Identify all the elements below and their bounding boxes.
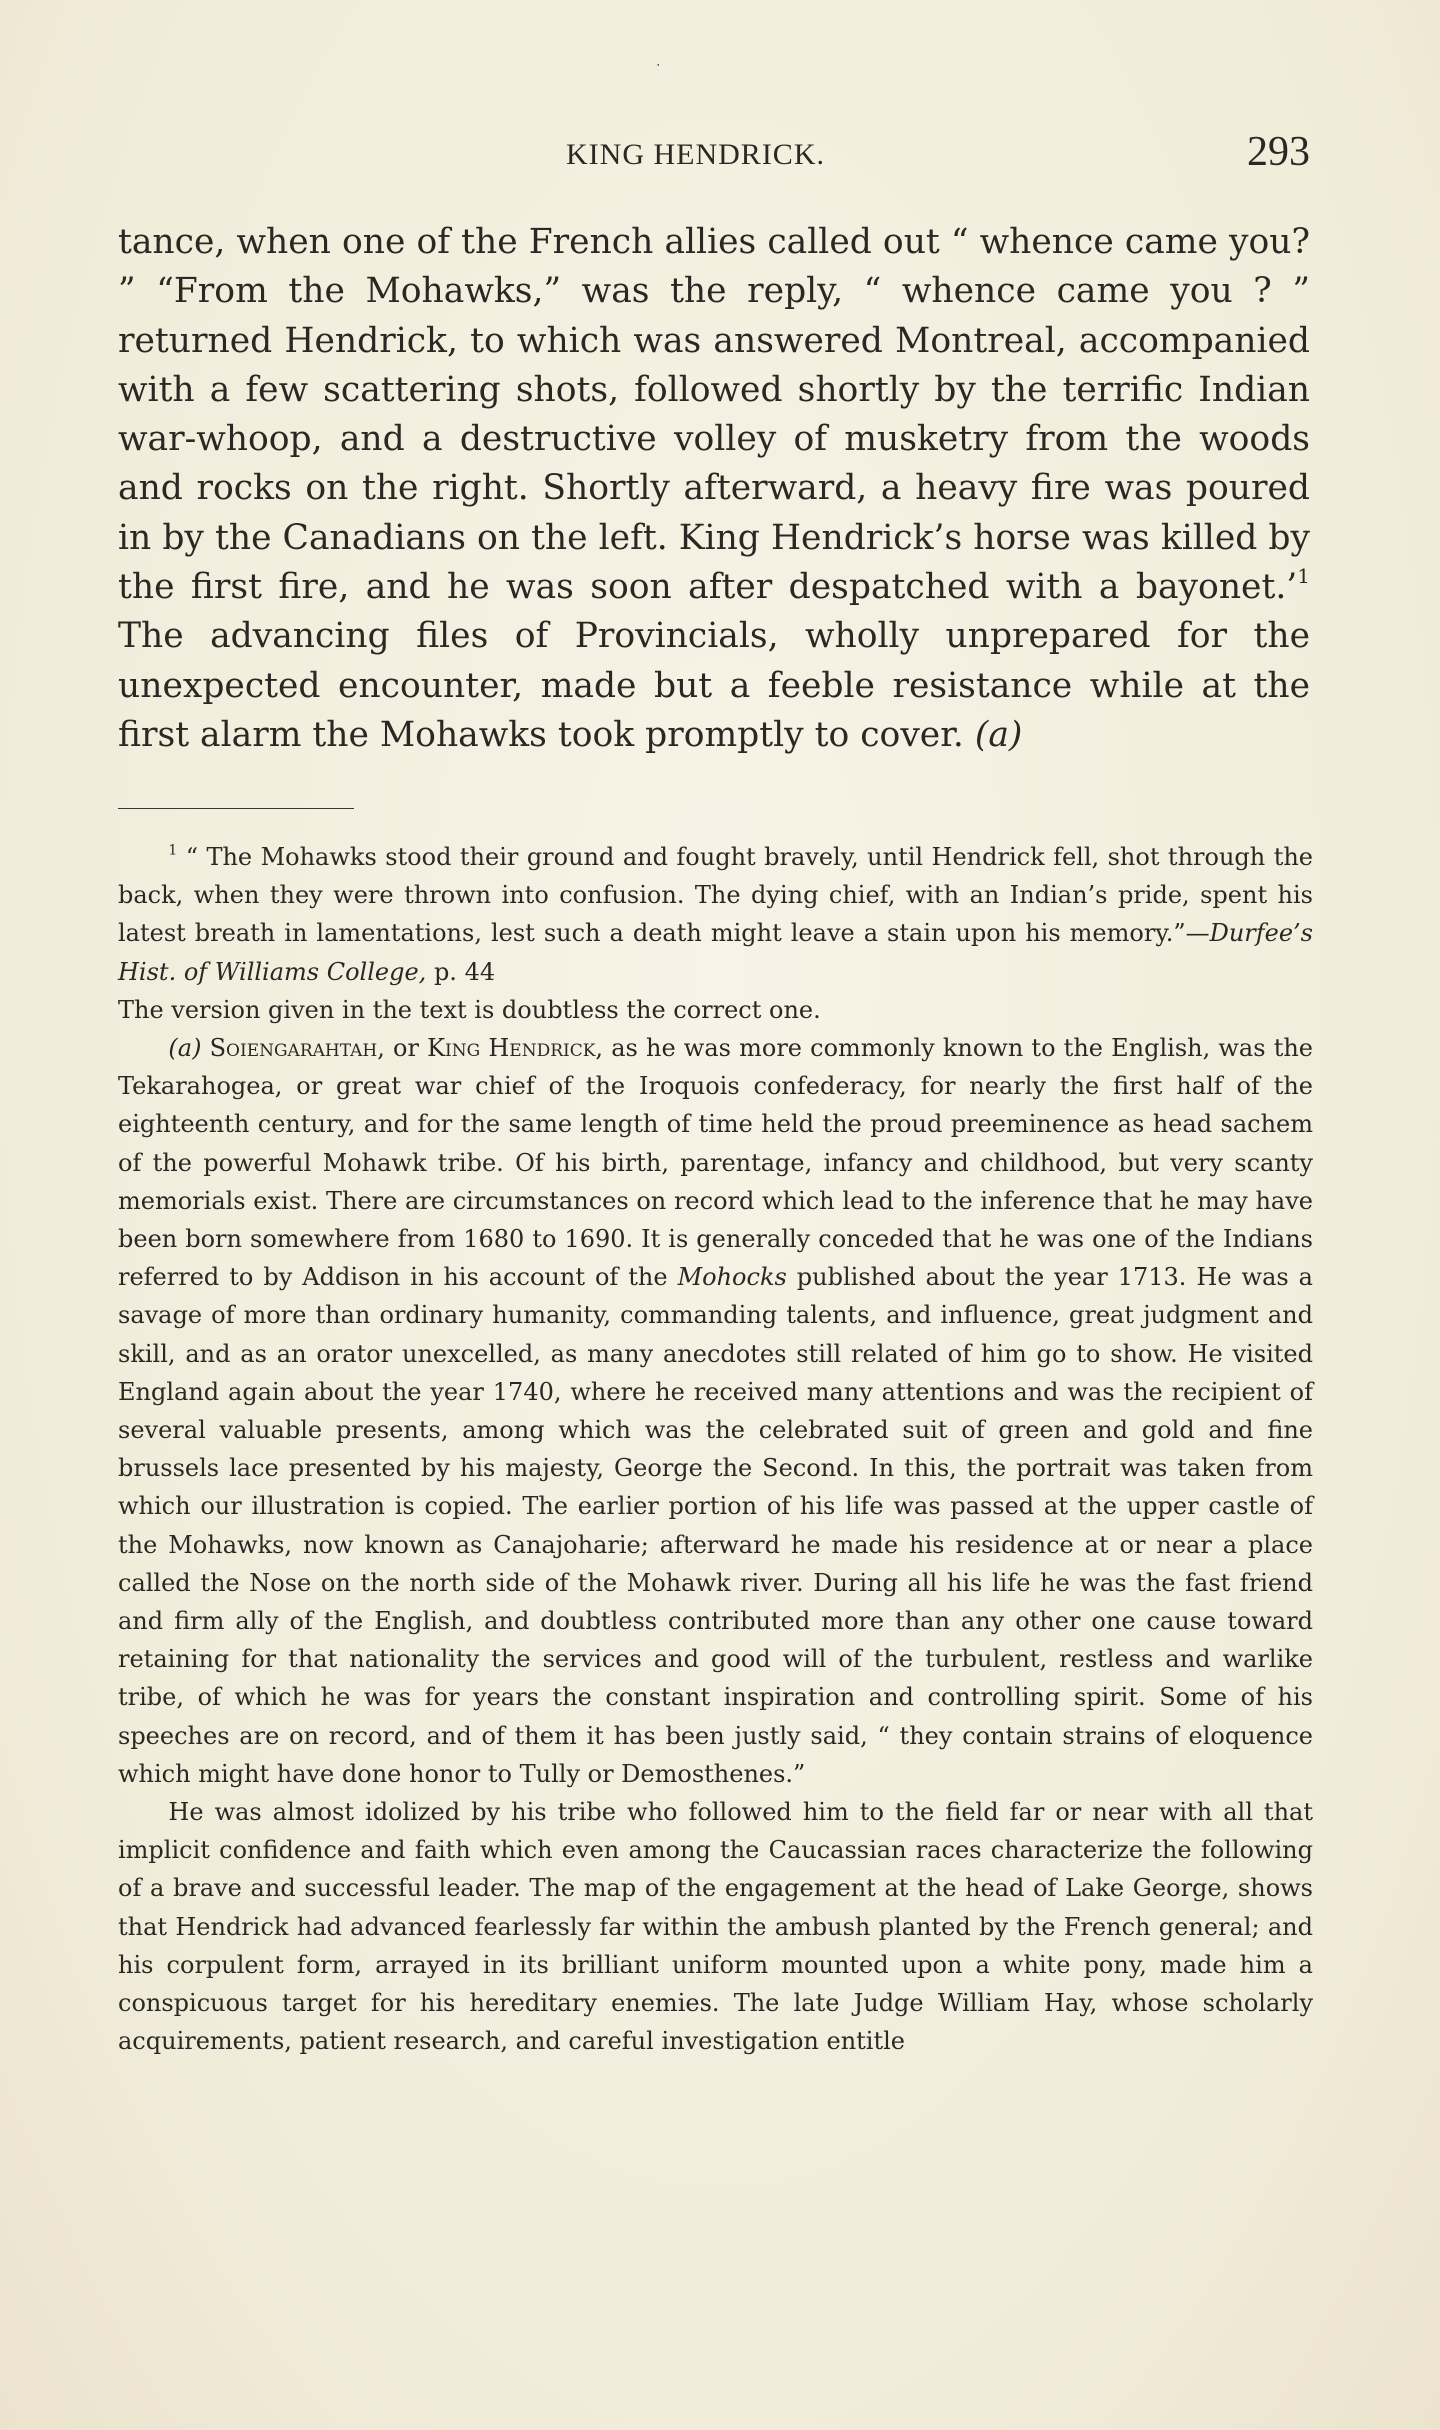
footnote-1-marker: 1 [168, 842, 178, 859]
footnote-1-remark: The version given in the text is doubtless the correct one. [118, 995, 821, 1024]
footnote-1-source: Durfee’s Hist. of Williams College, [118, 919, 1313, 986]
main-paragraph [118, 218, 1310, 760]
footnote-a-mohocks: Mohocks [677, 1263, 787, 1292]
footnote-continuation-paragraph: He was almost idolized by his tribe who followed him to the field far or near with all that implicit confidence and faith which even among the Caucassian races characterize the following of a brave and successful leader. The map of the engagement at the head of Lake George, shows that Hendrick had advanced fearlessly far within the ambush planted by the French general; and his corpulent form, arrayed in its brilliant uniform mounted upon a white pony, made him a conspicuous target for his hereditary enemies. The late Judge William Hay, whose scholarly acquirements, patient research, and careful investigation entitle [118, 1798, 1313, 2056]
main-text-part-1: tance, when one of the French allies called out “ whence came you? ” “From the Mohawks,” was the reply, “ whence came you ? ” returned Hendrick, to which was answered Montreal, accompanied with a few scattering shots, followed shortly by the terrific Indian war-whoop, and a destructive volley of musketry from the woods and rocks on the right. Shortly afterward, a heavy fire was poured in by the Canadians on the left. King Hendrick’s horse was killed by the first fire, and he was soon after despatched with a bayonet.’ [118, 222, 1310, 608]
footnote-a-or: or [384, 1034, 428, 1063]
footnote-divider [118, 808, 354, 809]
running-head [118, 128, 1310, 178]
running-title: KING HENDRICK. [566, 138, 825, 171]
main-text-part-2: The advancing files of Provincials, wholly unprepared for the unexpected encounter, made but a feeble resistance while at the first alarm the Mohawks took promptly to cover. [118, 616, 1310, 755]
footnote-a-text-2: published about the year 1713. He was a savage of more than ordinary humanity, commanding talents, and influence, great judgment and skill, and as an orator unexcelled, as many anecdotes still related of him go to show. He visited England again about the year 1740, where he received many attentions and was the recipient of several valuable presents, among which was the celebrated suit of green and gold and fine brussels lace presented by his majesty, George the Second. In this, the portrait was taken from which our illustration is copied. The earlier portion of his life was passed at the upper castle of the Mohawks, now known as Canajoharie; afterward he made his residence at or near a place called the Nose on the north side of the Mohawk river. During all his life he was the fast friend and firm ally of the English, and doubtless contributed more than any other one cause toward retaining for that nationality the services and good will of the turbulent, restless and warlike tribe, of which he was for years the constant inspiration and controlling spirit. Some of his speeches are on record, and of them it has been justly said, “ they contain strains of eloquence which might have done honor to Tully or Demosthenes.” [118, 1263, 1313, 1788]
footnote-a-name: Soiengarahtah, [209, 1034, 385, 1063]
footnote-1-page-ref: p. 44 [426, 957, 496, 986]
footnote-1-text: “ The Mohawks stood their ground and fought bravely, until Hendrick fell, shot through the back, when they were thrown into confusion. The dying chief, with an Indian’s pride, spent his latest breath in lamentations, lest such a death might leave a stain upon his memory.”— [118, 843, 1313, 948]
footnote-a-marker: (a) [168, 1034, 202, 1063]
footnote-a [118, 1029, 1313, 1793]
footnote-a-text-1: as he was more commonly known to the English, was the Tekarahogea, or great war chief of the Iroquois confederacy, for nearly the first half of the eighteenth century, and for the same length of time held the proud preeminence as head sachem of the powerful Mohawk tribe. Of his birth, parentage, infancy and childhood, but very scanty memorials exist. There are circumstances on record which lead to the inference that he may have been born somewhere from 1680 to 1690. It is generally conceded that he was one of the Indians referred to by Addison in his account of the [118, 1034, 1313, 1292]
page-number: 293 [1247, 129, 1310, 175]
footnote-a-title: King Hendrick, [427, 1034, 604, 1063]
printer-mark: ‧ [656, 58, 661, 74]
footnote-1 [118, 838, 1313, 1029]
footnote-reference: 1 [1297, 564, 1310, 589]
footnotes [118, 838, 1313, 2061]
note-a-reference: (a) [974, 714, 1023, 755]
